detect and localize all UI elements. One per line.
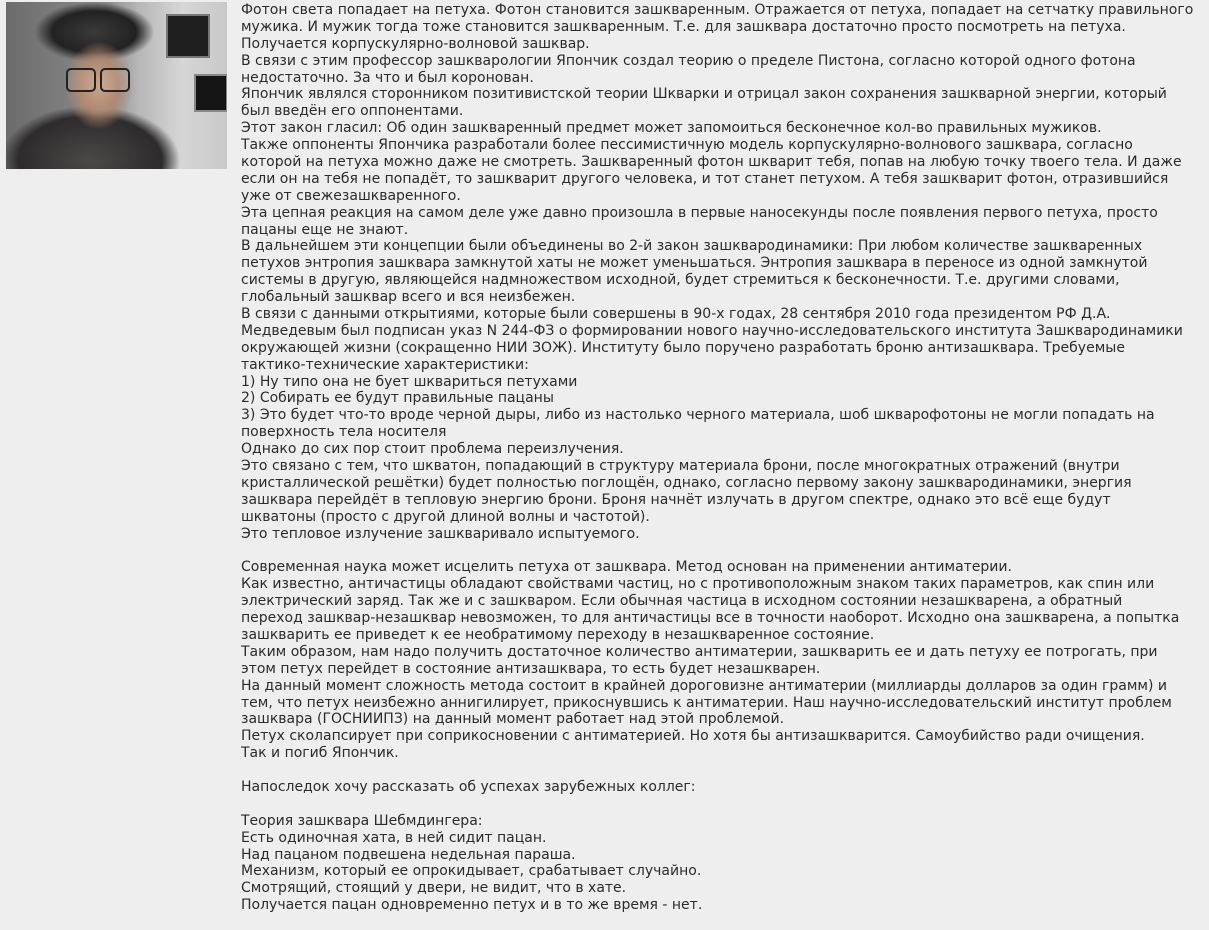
post-text-line: В связи с этим профессор зашкварологии Япончик создал теорию о пределе Пистона, согласно которой одного фотона bbox=[241, 52, 1136, 69]
post-text-line: Механизм, который ее опрокидывает, срабатывает случайно. bbox=[241, 863, 702, 880]
post-text-line: В дальнейшем эти концепции были объединены во 2-й закон зашквародинамики: При любом количестве зашкваренных bbox=[241, 238, 1143, 255]
post-text-line: Напоследок хочу рассказать об успехах зарубежных коллег: bbox=[241, 778, 696, 795]
post-text-line: На данный момент сложность метода состоит в крайней дороговизне антиматерии (миллиарды долларов за один грамм) и bbox=[241, 677, 1167, 694]
post-text-line: зашкварить ее приведет к ее необратимому переходу в незашкваренное состояние. bbox=[241, 626, 875, 643]
post-text bbox=[241, 2, 1203, 914]
post-text-line: Как известно, античастицы обладают свойствами частиц, но с противоположным знаком таких параметров, как спин или bbox=[241, 576, 1155, 593]
post-text-line: Фотон света попадает на петуха. Фотон становится зашкваренным. Отражается от петуха, попадает на сетчатку правильного bbox=[241, 2, 1194, 18]
post-text-line: переход зашквар-незашквар невозможен, то для античастицы все в точности наоборот. Исходно она зашкварена, а попытка bbox=[241, 610, 1180, 627]
post-text-line: тактико-технические характеристики: bbox=[241, 356, 529, 373]
post-text-line: зашквара перейдёт в тепловую энергию брони. Броня начнёт излучать в другом спектре, однако это всё еще будут bbox=[241, 491, 1111, 508]
post-text-line: этом петух перейдет в состояние антизашквара, то есть будет незашкварен. bbox=[241, 660, 821, 677]
post-text-line: которой на петуха можно даже не смотреть. Зашкваренный фотон шкварит тебя, попав на любую точку твоего тела. И даже bbox=[241, 154, 1182, 171]
post-text-line: недостаточно. За что и был коронован. bbox=[241, 69, 534, 86]
post-text-line: Так и погиб Япончик. bbox=[241, 745, 399, 762]
post-text-line: Эта цепная реакция на самом деле уже давно произошла в первые наносекунды после появления первого петуха, просто bbox=[241, 204, 1158, 221]
post-text-line: мужика. И мужик тогда тоже становится зашкваренным. Т.е. для зашквара достаточно просто посмотреть на петуха. bbox=[241, 18, 1126, 35]
post-text-line: пацаны еще не знают. bbox=[241, 221, 409, 238]
post-text-line: электрический заряд. Так же и с зашкваром. Если обычная частица в исходном состоянии незашкварена, а обратный bbox=[241, 593, 1123, 610]
post-text-line: поверхность тела носителя bbox=[241, 424, 447, 441]
post-text-line: окружающей жизни (сокращенно НИИ ЗОЖ). Институту было поручено разработать броню антизашквара. Требуемые bbox=[241, 339, 1125, 356]
post-text-line: Смотрящий, стоящий у двери, не видит, что в хате. bbox=[241, 880, 627, 897]
post-text-line bbox=[241, 796, 1203, 813]
post-text-line: В связи с данными открытиями, которые были совершены в 90-х годах, 28 сентября 2010 года президентом РФ Д.А. bbox=[241, 306, 1111, 323]
post-text-line: если он на тебя не попадёт, то зашкварит другого человека, и тот станет петухом. А тебя зашкварит фотон, отразившийся bbox=[241, 170, 1169, 187]
post-text-line: системы в другую, являющейся надмножеством исходной, будет стремиться к бесконечности. Т.е. другими словами, bbox=[241, 272, 1120, 289]
post-text-line: был введён его оппонентами. bbox=[241, 103, 464, 120]
post-text-line: 2) Собирать ее будут правильные пацаны bbox=[241, 390, 554, 407]
post-text-line: Есть одиночная хата, в ней сидит пацан. bbox=[241, 829, 547, 846]
post-text-line: петухов энтропия зашквара замкнутой хаты не может уменьшаться. Энтропия зашквара в переносе из одной замкнутой bbox=[241, 255, 1148, 272]
post-text-line: Теория зашквара Шебмдингера: bbox=[241, 812, 483, 829]
post-text-line: Петух сколапсирует при соприкосновении с антиматерией. Но хотя бы антизашкварится. Самоубийство ради очищения. bbox=[241, 728, 1145, 745]
post-text-line: Получается пацан одновременно петух и в то же время - нет. bbox=[241, 897, 703, 914]
post-text-line: глобальный зашквар всего и вся неизбежен. bbox=[241, 289, 576, 306]
post-text-line: 1) Ну типо она не бует шквариться петухами bbox=[241, 373, 578, 390]
post-text-line: Однако до сих пор стоит проблема переизлучения. bbox=[241, 441, 624, 458]
post-text-line bbox=[241, 762, 1203, 779]
post-text-line: Это тепловое излучение зашкваривало испытуемого. bbox=[241, 525, 640, 542]
post-text-line: 3) Это будет что-то вроде черной дыры, либо из настолько черного материала, шоб шкварофотоны не могли попадать на bbox=[241, 407, 1155, 424]
post-text-line: Таким образом, нам надо получить достаточное количество антиматерии, зашкварить ее и дать петуху ее потрогать, при bbox=[241, 643, 1158, 660]
post-text-line bbox=[241, 543, 1203, 560]
post-text-line: шкватоны (просто с другой длиной волны и частотой). bbox=[241, 508, 650, 525]
post-text-line: Медведевым был подписан указ N 244-ФЗ о формировании нового научно-исследовательского института Зашквародинамики bbox=[241, 322, 1183, 339]
post-text-line: уже от свежезашкваренного. bbox=[241, 187, 461, 204]
post-text-line: кристаллической решётки) будет полностью поглощён, однако, согласно первому закону зашквародинамики, энергия bbox=[241, 474, 1132, 491]
post-text-line: Получается корпускулярно-волновой зашквар. bbox=[241, 35, 590, 52]
post-text-line: Над пацаном подвешена недельная параша. bbox=[241, 846, 576, 863]
post-text-line: Это связано с тем, что шкватон, попадающий в структуру материала брони, после многократных отражений (внутри bbox=[241, 458, 1120, 475]
post-text-line: Современная наука может исцелить петуха от зашквара. Метод основан на применении антиматерии. bbox=[241, 559, 1012, 576]
monitor-in-photo bbox=[166, 14, 210, 58]
glasses-lens bbox=[100, 68, 130, 92]
post-text-line: Япончик являлся сторонником позитивистской теории Шкварки и отрицал закон сохранения зашкварной энергии, который bbox=[241, 86, 1167, 103]
author-photo bbox=[6, 2, 227, 169]
post-text-line: зашквара (ГОСНИИПЗ) на данный момент работает над этой проблемой. bbox=[241, 711, 785, 728]
post-text-line: Также оппоненты Япончика разработали более пессимистичную модель корпускулярно-волнового зашквара, согласно bbox=[241, 137, 1133, 154]
monitor-in-photo bbox=[194, 74, 227, 112]
post-text-line: тем, что петух неизбежно аннигилирует, прикоснувшись к антиматерии. Наш научно-исследовательский институт проблем bbox=[241, 694, 1172, 711]
post-text-line: Этот закон гласил: Об один зашкваренный предмет может запомоиться бесконечное кол-во правильных мужиков. bbox=[241, 120, 1102, 137]
glasses-lens bbox=[66, 68, 96, 92]
